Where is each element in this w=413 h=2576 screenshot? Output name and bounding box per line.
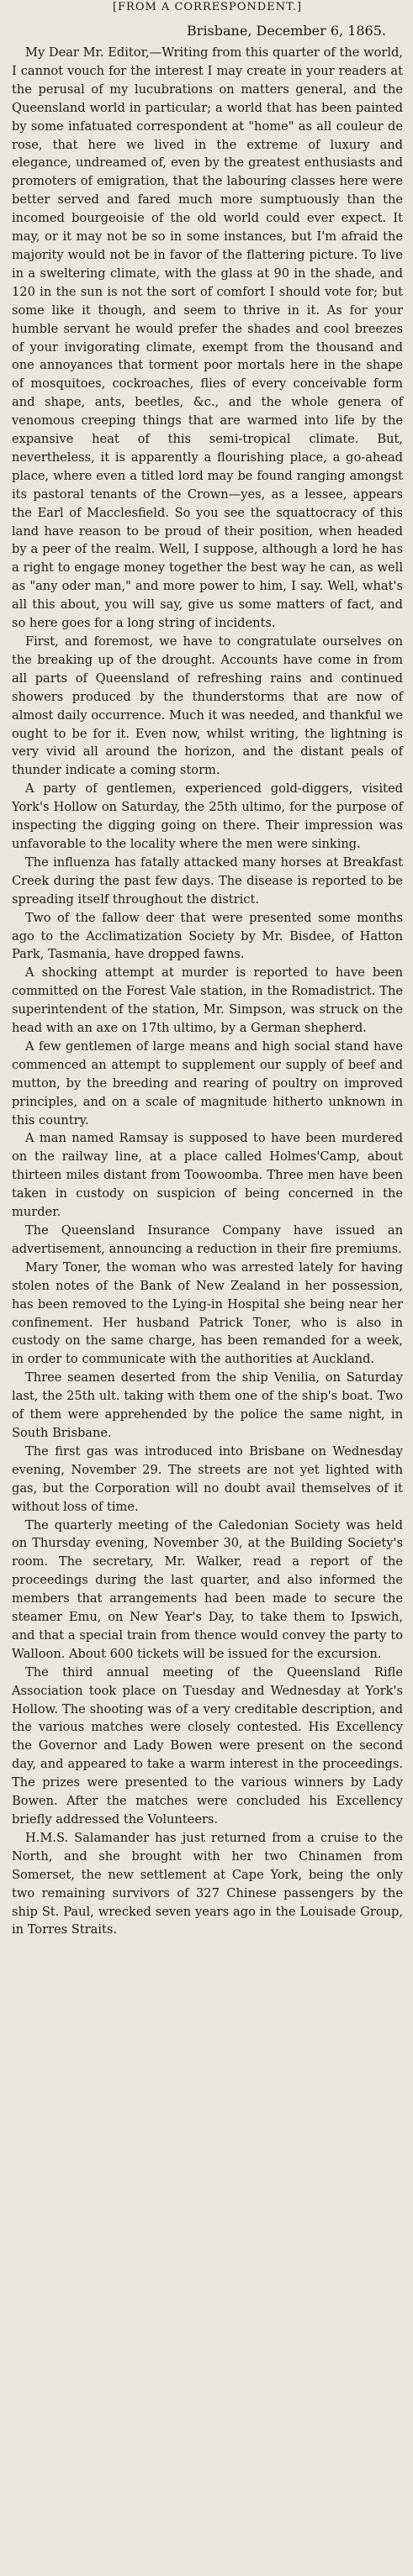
paragraph-drought: First, and foremost, we have to congratulate ourselves on the breaking up of the drought. Accounts have come in from all parts of Queensland of refreshing rains and continued showers produced by the thunderstorms that are now of almost daily occurrence. Much it was needed, and thankful we ought to be for it. Even now, whilst writing, the lightning is very vivid all around the horizon, and the distant peals of thunder indicate a coming storm. — [12, 634, 403, 778]
paragraph-caledonian-society: The quarterly meeting of the Caledonian Society was held on Thursday evening, November 30, at the Building Society's room. The secretary, Mr. Walker, read a report of the proceedings during the last quarter, and also informed the members that arrangements had been made to secure the steamer Emu, on New Year's Day, to take them to Ipswich, and that a special train from thence would convey the party to Walloon. About 600 tickets will be issued for the excursion. — [12, 1517, 403, 1661]
paragraph-mary-toner: Mary Toner, the woman who was arrested lately for having stolen notes of the Bank of New Zealand in her possession, has been removed to the Lying-in Hospital she being near her confinement. Her husband Patrick Toner, who is also in custody on the same charge, has been remanded for a week, in order to communicate with the authorities at Auckland. — [12, 1259, 403, 1367]
paragraph-letter-opening: My Dear Mr. Editor,—Writing from this quarter of the world, I cannot vouch for the interest I may create in your readers at the perusal of my lucubrations on matters general, and the Queensland world in particular; a world that has been painted by some infatuated correspondent at "home" as all couleur de rose, that here we lived in the extreme of luxury and elegance, undreamed of, even by the greatest enthusiasts and promoters of emigration, that the labouring classes here were better served and fared much more sumptuously than the incomed bourgeoisie of the old world could ever expect. It may, or it may not be so in some instances, but I'm afraid the majority would not be in favor of the flattering picture. To live in a sweltering climate, with the glass at 90 in the shade, and 120 in the sun is not the sort of comfort I should vote for; but some like it though, and seem to thrive in it. As for your humble servant he would prefer the shades and cool breezes of your invigorating climate, exempt from the thousand and one annoyances that torment poor mortals here in the shape of mosquitoes, cockroaches, flies of every conceivable form and shape, ants, beetles, &c., and the whole genera of venomous creeping things that are warmed into life by the expansive heat of this semi-tropical climate. But, nevertheless, it is apparently a flourishing place, a go-ahead place, where even a titled lord may be found ranging amongst its pastoral tenants of the Crown—yes, as a lessee, appears the Earl of Macclesfield. So you see the squattocracy of this land have reason to be proud of their position, when headed by a peer of the realm. Well, I suppose, although a lord he has a right to engage money together the best way he can, as well as "any oder man," and more power to him, I say. Well, what's all this about, you will say, give us some matters of fact, and so here goes for a long string of incidents. — [12, 45, 403, 631]
paragraph-insurance: The Queensland Insurance Company have issued an advertisement, announcing a reduction in their fire premiums. — [12, 1223, 403, 1256]
paragraph-poultry: A few gentlemen of large means and high social stand have commenced an attempt to supplement our supply of beef and mutton, by the breeding and rearing of poultry on improved principles, and on a scale of magnitude hitherto unknown in this country. — [12, 1038, 403, 1128]
paragraph-attempted-murder: A shocking attempt at murder is reported to have been committed on the Forest Vale station, in the Romadistrict. The superintendent of the station, Mr. Simpson, was struck on the head with an axe on 17th ultimo, by a German shepherd. — [12, 965, 403, 1036]
paragraph-salamander: H.M.S. Salamander has just returned from a cruise to the North, and she brought with her two Chinamen from Somerset, the new settlement at Cape York, being the only two remaining survivors of 327 Chinese passengers by the ship St. Paul, wrecked seven years ago in the Louisade Group, in Torres Straits. — [12, 1830, 403, 1937]
paragraph-gas: The first gas was introduced into Brisbane on Wednesday evening, November 29. The streets are not yet lighted with gas, but the Corporation will no doubt avail themselves of it without loss of time. — [12, 1443, 403, 1514]
correspondent-header: [FROM A CORRESPONDENT.] — [112, 1, 303, 13]
paragraph-rifle-association: The third annual meeting of the Queensland Rifle Association took place on Tuesday and Wednesday at York's Hollow. The shooting was of a very creditable description, and the various matches were closely contested. His Excellency the Governor and Lady Bowen were present on the second day, and appeared to take a warm interest in the proceedings. The prizes were presented to the various winners by Lady Bowen. After the matches were concluded his Excellency briefly addressed the Volunteers. — [12, 1664, 403, 1827]
dateline: Brisbane, December 6, 1865. — [187, 23, 386, 39]
paragraph-seamen-deserted: Three seamen deserted from the ship Venilia, on Saturday last, the 25th ult. taking with them one of the ship's boat. Two of them were apprehended by the police the same night, in South Brisbane. — [12, 1370, 403, 1440]
paragraph-influenza: The influenza has fatally attacked many horses at Breakfast Creek during the past few days. The disease is reported to be spreading itself throughout the district. — [12, 854, 403, 907]
paragraph-gold-diggers: A party of gentlemen, experienced gold-diggers, visited York's Hollow on Saturday, the 25th ultimo, for the purpose of inspecting the digging going on there. Their impression was unfavorable to the locality where the men were sinking. — [12, 781, 403, 851]
paragraph-fallow-deer: Two of the fallow deer that were presented some months ago to the Acclimatization Society by Mr. Bisdee, of Hatton Park, Tasmania, have dropped fawns. — [12, 910, 403, 962]
paragraph-ramsay-murder: A man named Ramsay is supposed to have been murdered on the railway line, at a place called Holmes'Camp, about thirteen miles distant from Toowoomba. Three men have been taken in custody on suspicion of being concerned in the murder. — [12, 1131, 403, 1220]
